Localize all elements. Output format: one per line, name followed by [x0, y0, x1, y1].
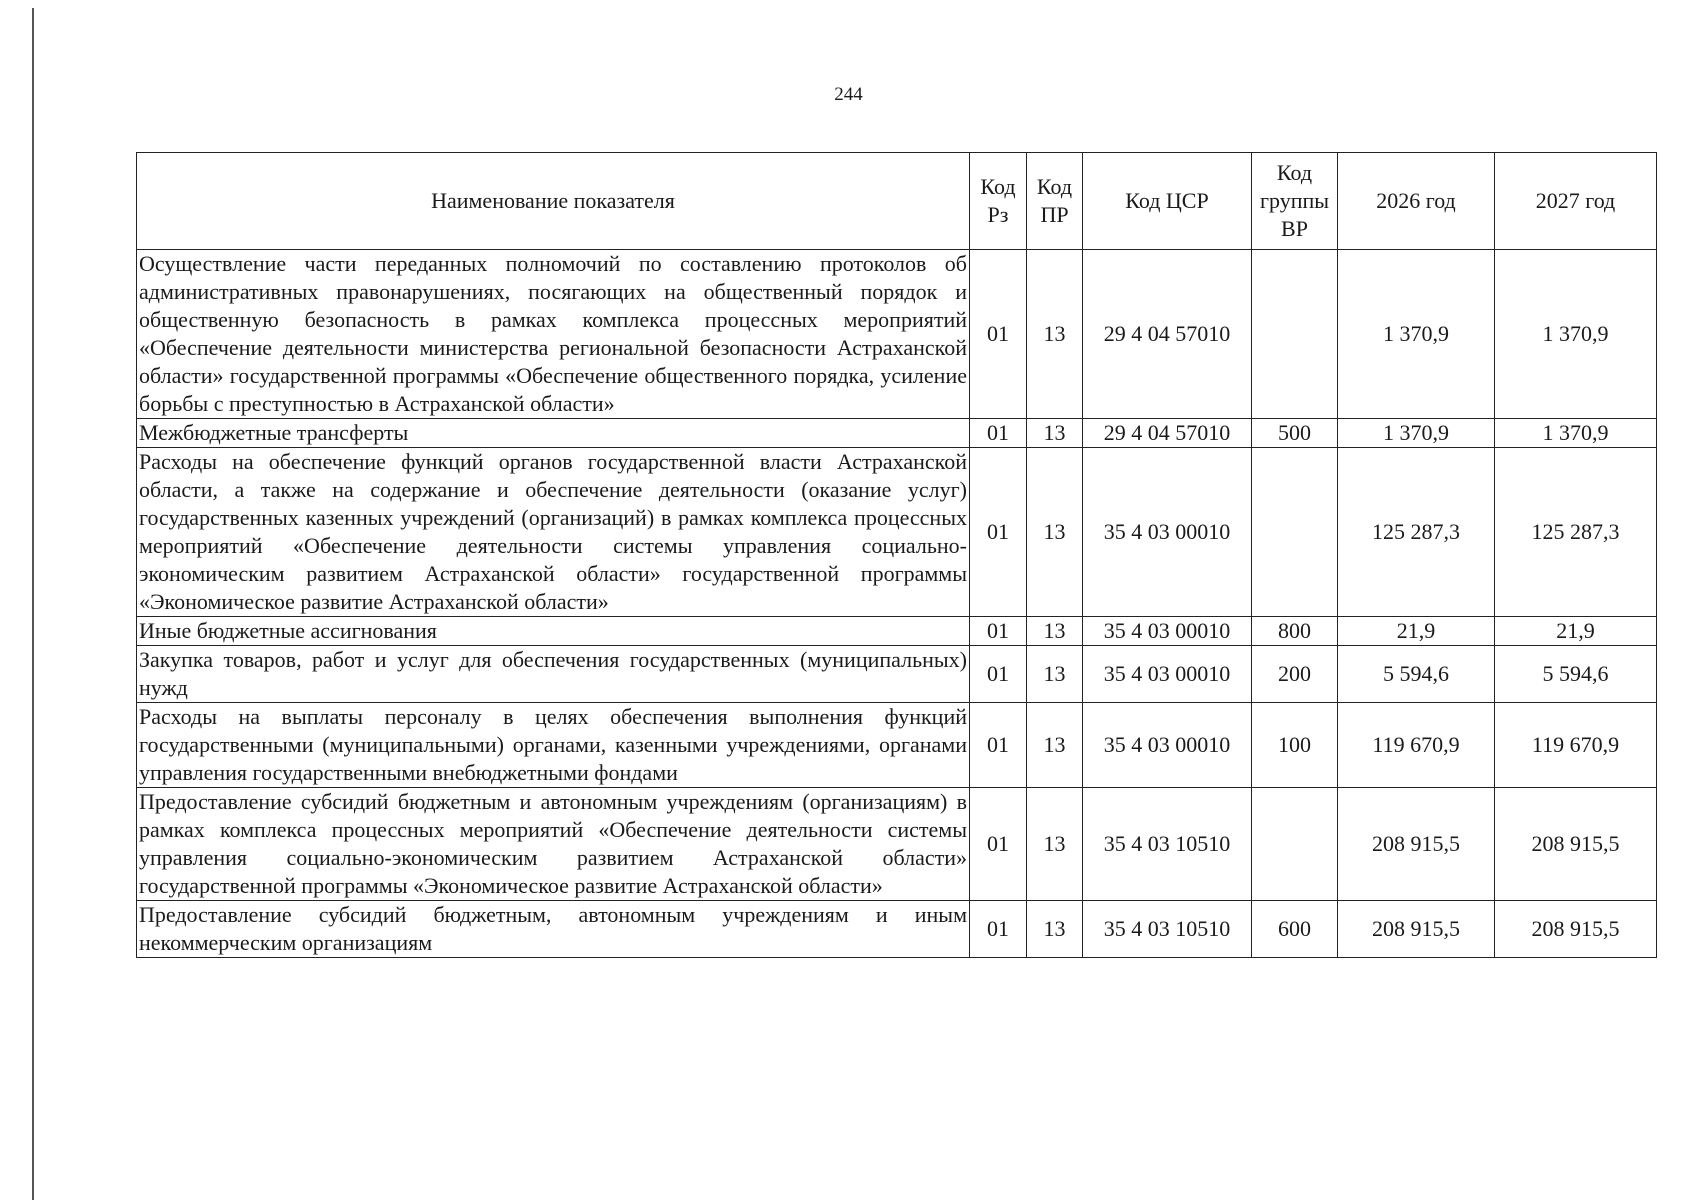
- table-row: [137, 788, 1657, 901]
- row-2027: 21,9: [1495, 617, 1657, 646]
- row-vr: [1252, 788, 1338, 901]
- row-vr: [1252, 448, 1338, 617]
- table-header-row: [137, 153, 1657, 250]
- row-rz: 01: [970, 448, 1027, 617]
- table-row: [137, 419, 1657, 448]
- row-2026: 208 915,5: [1338, 788, 1495, 901]
- row-pr: 13: [1027, 250, 1083, 419]
- row-2027: 1 370,9: [1495, 250, 1657, 419]
- header-pr: Код ПР: [1027, 153, 1083, 250]
- row-pr: 13: [1027, 703, 1083, 788]
- row-rz: 01: [970, 419, 1027, 448]
- row-vr: 200: [1252, 646, 1338, 703]
- row-csr: 35 4 03 10510: [1083, 901, 1252, 958]
- row-rz: 01: [970, 250, 1027, 419]
- binding-edge-line: [32, 8, 34, 1200]
- table-row: [137, 250, 1657, 419]
- table-row: [137, 617, 1657, 646]
- row-name: Межбюджетные трансферты: [137, 419, 970, 448]
- row-2027: 119 670,9: [1495, 703, 1657, 788]
- row-name: Предоставление субсидий бюджетным и автономным учреждениям (организациям) в рамках комплекса процессных мероприятий «Обеспечение деятельности системы управления социально-экономическим развитием Астраханской области» государственной программы «Экономическое развитие Астраханской области»: [137, 788, 970, 901]
- row-csr: 35 4 03 00010: [1083, 617, 1252, 646]
- row-2027: 125 287,3: [1495, 448, 1657, 617]
- row-name: Расходы на обеспечение функций органов государственной власти Астраханской области, а также на содержание и обеспечение деятельности (оказание услуг) государственных казенных учреждений (организаций) в рамках комплекса процессных мероприятий «Обеспечение деятельности системы управления социально-экономическим развитием Астраханской области» государственной программы «Экономическое развитие Астраханской области»: [137, 448, 970, 617]
- table-row: [137, 901, 1657, 958]
- row-pr: 13: [1027, 617, 1083, 646]
- row-vr: 500: [1252, 419, 1338, 448]
- row-csr: 35 4 03 10510: [1083, 788, 1252, 901]
- header-csr: Код ЦСР: [1083, 153, 1252, 250]
- row-2027: 1 370,9: [1495, 419, 1657, 448]
- row-2026: 21,9: [1338, 617, 1495, 646]
- row-name: Предоставление субсидий бюджетным, автономным учреждениям и иным некоммерческим организациям: [137, 901, 970, 958]
- row-pr: 13: [1027, 901, 1083, 958]
- row-csr: 35 4 03 00010: [1083, 448, 1252, 617]
- header-2026: 2026 год: [1338, 153, 1495, 250]
- row-csr: 35 4 03 00010: [1083, 703, 1252, 788]
- row-csr: 29 4 04 57010: [1083, 419, 1252, 448]
- row-2026: 208 915,5: [1338, 901, 1495, 958]
- row-pr: 13: [1027, 788, 1083, 901]
- row-pr: 13: [1027, 646, 1083, 703]
- row-vr: 100: [1252, 703, 1338, 788]
- budget-table: [136, 152, 1657, 958]
- row-csr: 29 4 04 57010: [1083, 250, 1252, 419]
- row-2027: 208 915,5: [1495, 901, 1657, 958]
- header-vr: Код группы ВР: [1252, 153, 1338, 250]
- table-row: [137, 703, 1657, 788]
- row-2027: 5 594,6: [1495, 646, 1657, 703]
- row-2026: 119 670,9: [1338, 703, 1495, 788]
- row-vr: [1252, 250, 1338, 419]
- row-rz: 01: [970, 788, 1027, 901]
- row-name: Закупка товаров, работ и услуг для обеспечения государственных (муниципальных) нужд: [137, 646, 970, 703]
- row-2026: 1 370,9: [1338, 250, 1495, 419]
- row-pr: 13: [1027, 419, 1083, 448]
- row-name: Иные бюджетные ассигнования: [137, 617, 970, 646]
- header-name: Наименование показателя: [137, 153, 970, 250]
- row-rz: 01: [970, 646, 1027, 703]
- header-rz: Код Рз: [970, 153, 1027, 250]
- row-name: Расходы на выплаты персоналу в целях обеспечения выполнения функций государственными (муниципальными) органами, казенными учреждениями, органами управления государственными внебюджетными фондами: [137, 703, 970, 788]
- row-2027: 208 915,5: [1495, 788, 1657, 901]
- row-rz: 01: [970, 901, 1027, 958]
- row-rz: 01: [970, 617, 1027, 646]
- page-number: 244: [834, 84, 863, 105]
- row-2026: 5 594,6: [1338, 646, 1495, 703]
- row-2026: 1 370,9: [1338, 419, 1495, 448]
- table-row: [137, 646, 1657, 703]
- header-2027: 2027 год: [1495, 153, 1657, 250]
- row-2026: 125 287,3: [1338, 448, 1495, 617]
- row-pr: 13: [1027, 448, 1083, 617]
- row-rz: 01: [970, 703, 1027, 788]
- row-name: Осуществление части переданных полномочий по составлению протоколов об административных правонарушениях, посягающих на общественный порядок и общественную безопасность в рамках комплекса процессных мероприятий «Обеспечение деятельности министерства региональной безопасности Астраханской области» государственной программы «Обеспечение общественного порядка, усиление борьбы с преступностью в Астраханской области»: [137, 250, 970, 419]
- table-row: [137, 448, 1657, 617]
- row-vr: 800: [1252, 617, 1338, 646]
- row-vr: 600: [1252, 901, 1338, 958]
- row-csr: 35 4 03 00010: [1083, 646, 1252, 703]
